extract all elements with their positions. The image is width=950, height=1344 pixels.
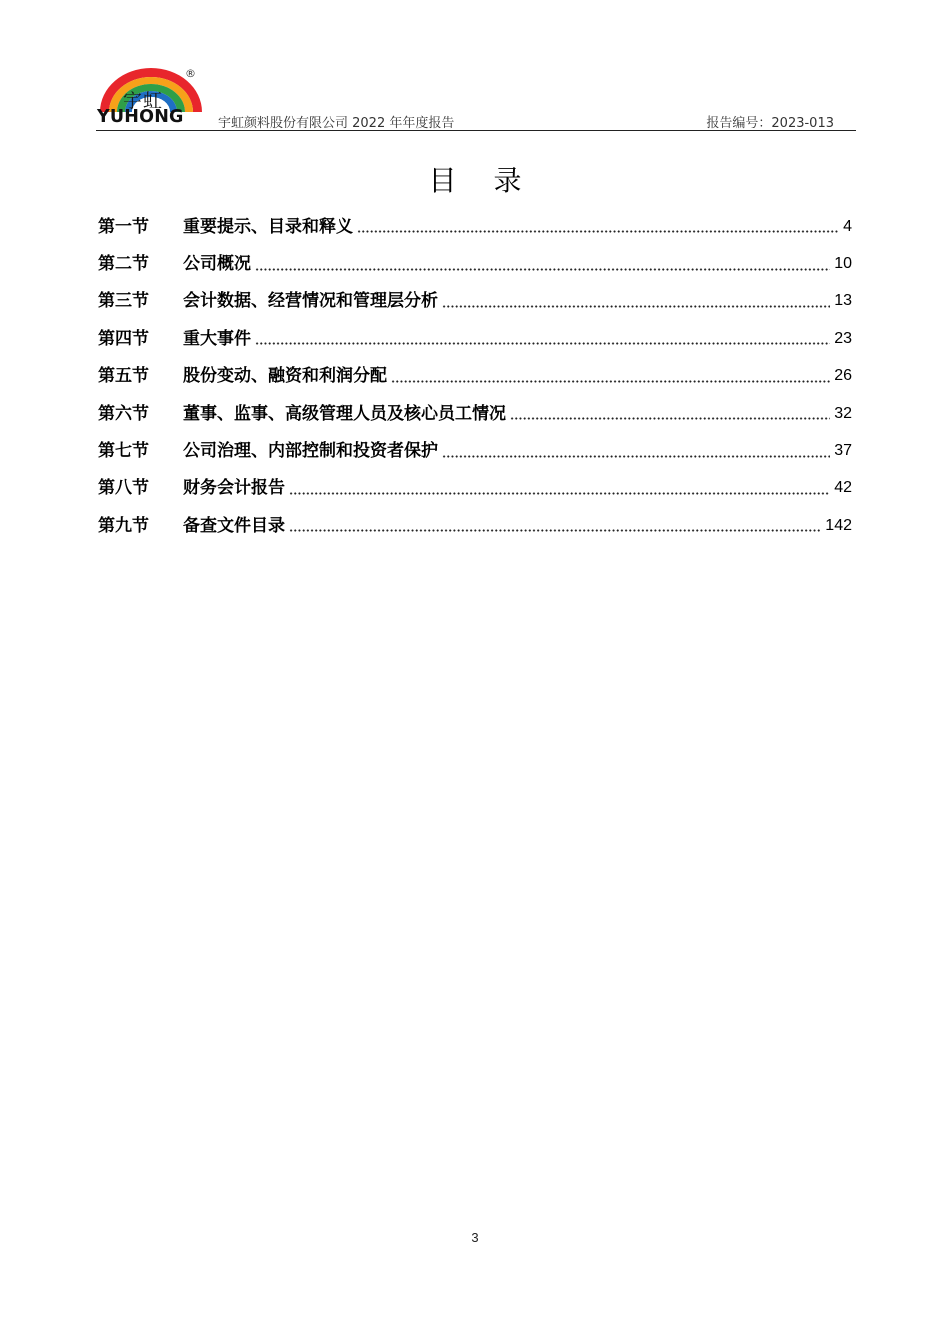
table-of-contents	[98, 208, 852, 545]
toc-section-number: 第三节	[98, 291, 149, 312]
toc-entry-7[interactable]	[98, 432, 852, 469]
toc-leader-dots	[442, 305, 830, 308]
page-header	[96, 62, 856, 132]
toc-entry-6[interactable]	[98, 395, 852, 432]
toc-leader-dots	[255, 268, 830, 271]
toc-section-title: 重大事件	[183, 328, 251, 349]
toc-section-number: 第七节	[98, 441, 149, 462]
toc-section-title: 股份变动、融资和利润分配	[183, 366, 387, 387]
toc-page-number: 26	[834, 367, 852, 385]
toc-leader-dots	[391, 380, 830, 383]
toc-page-number: 4	[843, 217, 852, 235]
header-divider	[96, 130, 856, 131]
toc-section-title: 财务会计报告	[183, 478, 285, 499]
toc-entry-9[interactable]	[98, 507, 852, 544]
toc-page-number: 142	[825, 516, 852, 534]
toc-section-number: 第四节	[98, 328, 149, 349]
toc-entry-8[interactable]	[98, 470, 852, 507]
toc-section-title: 备查文件目录	[183, 515, 285, 536]
page-number: 3	[471, 1230, 479, 1245]
toc-section-number: 第八节	[98, 478, 149, 499]
registered-mark: ®	[185, 67, 196, 80]
toc-leader-dots	[255, 342, 830, 345]
toc-section-number: 第六节	[98, 403, 149, 424]
logo-characters: 宇虹	[123, 90, 164, 112]
toc-leader-dots	[289, 529, 821, 532]
toc-section-title: 公司治理、内部控制和投资者保护	[183, 441, 438, 462]
toc-section-title: 董事、监事、高级管理人员及核心员工情况	[183, 403, 506, 424]
toc-section-number: 第九节	[98, 515, 149, 536]
logo-wordmark: YUHONG	[97, 107, 184, 127]
toc-entry-3[interactable]	[98, 283, 852, 320]
toc-page-number: 42	[834, 479, 852, 497]
toc-page-number: 13	[834, 292, 852, 310]
toc-section-title: 重要提示、目录和释义	[183, 216, 353, 237]
toc-section-number: 第一节	[98, 216, 149, 237]
toc-leader-dots	[357, 230, 839, 233]
toc-entry-5[interactable]	[98, 358, 852, 395]
toc-entry-1[interactable]	[98, 208, 852, 245]
toc-page-number: 10	[834, 255, 852, 273]
toc-page-number: 32	[834, 404, 852, 422]
toc-leader-dots	[442, 455, 830, 458]
toc-entry-2[interactable]	[98, 245, 852, 282]
yuhong-logo	[96, 62, 206, 130]
toc-section-title: 公司概况	[183, 254, 251, 275]
toc-page-number: 37	[834, 442, 852, 460]
toc-title: 目 录	[428, 164, 536, 197]
toc-section-number: 第二节	[98, 254, 149, 275]
toc-leader-dots	[289, 492, 830, 495]
toc-section-title: 会计数据、经营情况和管理层分析	[183, 291, 438, 312]
toc-entry-4[interactable]	[98, 320, 852, 357]
toc-section-number: 第五节	[98, 366, 149, 387]
toc-leader-dots	[510, 417, 830, 420]
report-code: 报告编号：2023-013	[706, 116, 834, 131]
report-title: 宇虹颜料股份有限公司 2022 年年度报告	[218, 116, 455, 131]
toc-page-number: 23	[834, 329, 852, 347]
